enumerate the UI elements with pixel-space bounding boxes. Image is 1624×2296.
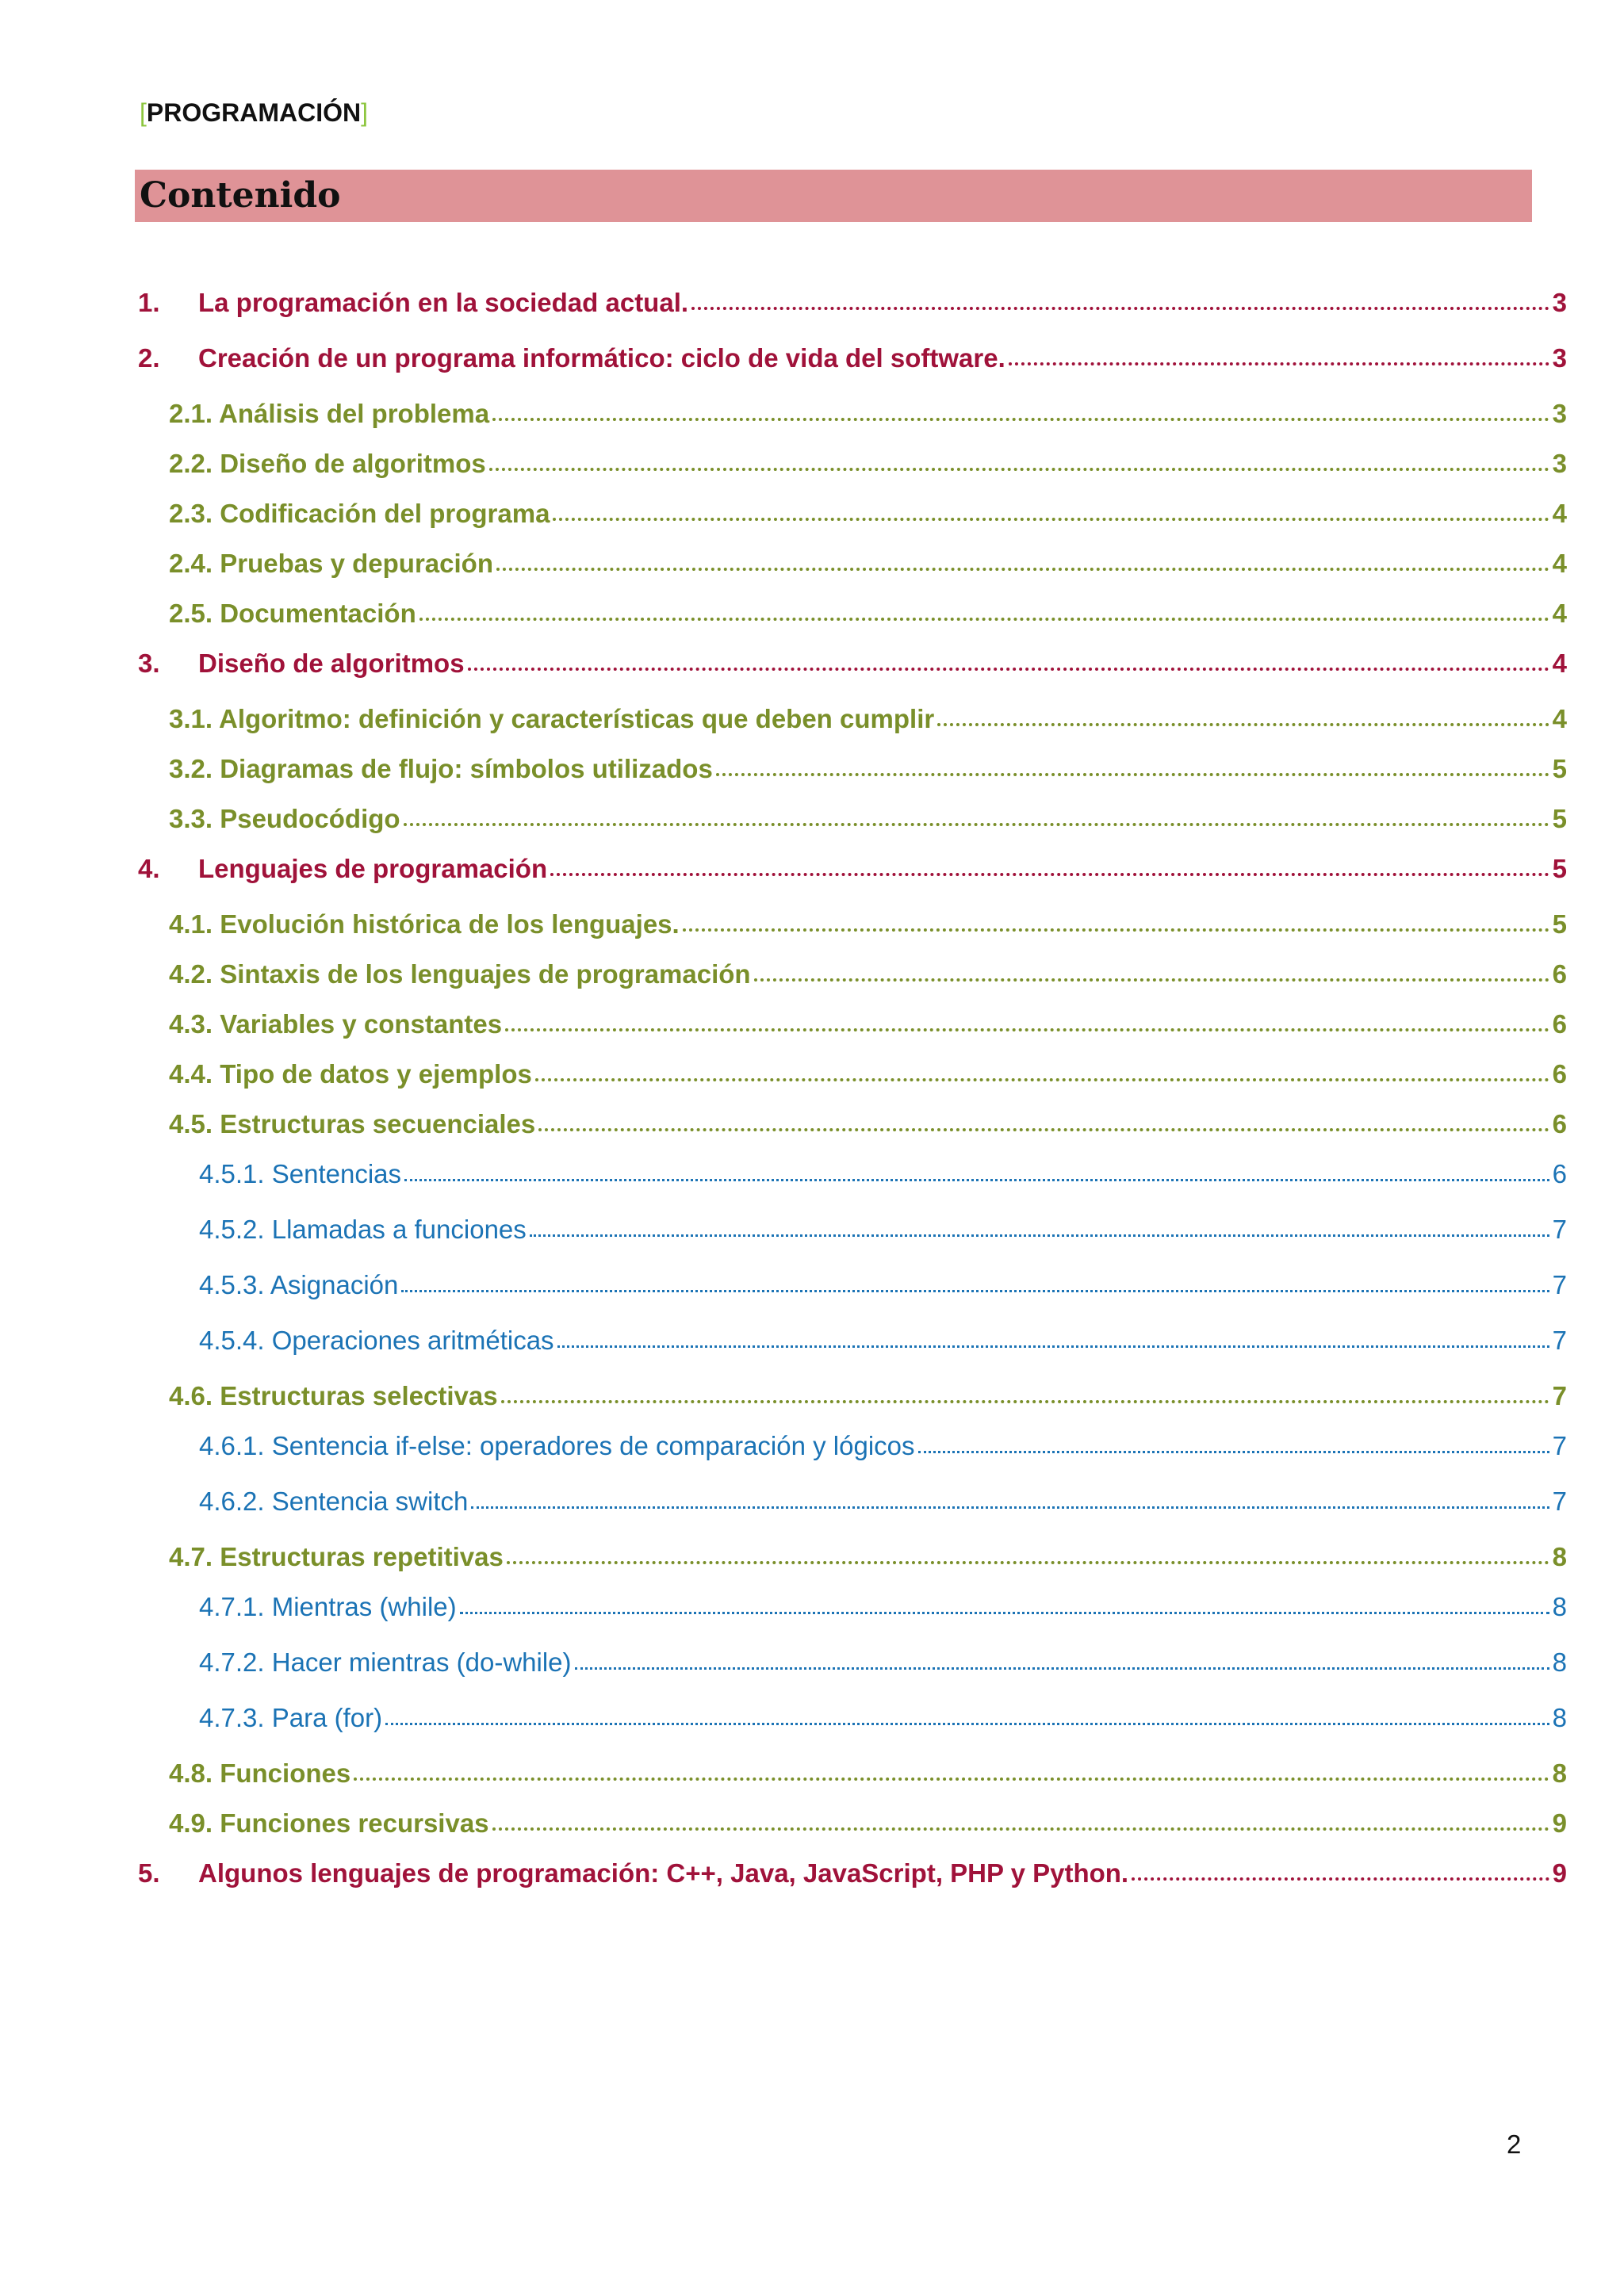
toc-dot-leader — [918, 1439, 1549, 1455]
toc-dot-leader — [716, 762, 1549, 778]
toc-entry-text: 4.6.1. Sentencia if-else: operadores de comparación y lógicos — [199, 1431, 915, 1460]
toc-entry-label — [169, 957, 751, 992]
toc-entry[interactable] — [138, 596, 1567, 631]
toc-entry-label — [169, 1057, 532, 1092]
toc-entry[interactable] — [138, 396, 1567, 431]
toc-entry-label — [169, 752, 713, 786]
toc-title: Contenido — [140, 175, 341, 216]
toc-entry[interactable] — [138, 1379, 1567, 1414]
toc-entry-page: 4 — [1552, 599, 1567, 628]
toc-dot-leader — [550, 862, 1549, 878]
toc-entry-text: 2.3. Codificación del programa — [169, 499, 550, 528]
toc-entry-label — [199, 1268, 398, 1303]
toc-entry-text: 2.2. Diseño de algoritmos — [169, 449, 486, 478]
toc-entry[interactable] — [138, 907, 1567, 942]
toc-entry-page: 7 — [1552, 1326, 1567, 1355]
toc-title-band — [135, 170, 1532, 222]
toc-entry[interactable] — [138, 851, 1567, 886]
toc-entry-label — [138, 341, 1005, 376]
toc-entry[interactable] — [138, 285, 1567, 320]
toc-entry-page: 6 — [1552, 1009, 1567, 1039]
page-number: 2 — [1507, 2130, 1522, 2159]
toc-entry-text: Lenguajes de programación — [198, 854, 548, 883]
toc-entry[interactable] — [138, 446, 1567, 481]
toc-entry-number: 2. — [138, 343, 160, 373]
toc-dot-leader — [401, 1278, 1549, 1294]
toc-entry[interactable] — [138, 646, 1567, 681]
toc-entry-label — [169, 1756, 350, 1791]
toc-dot-leader — [404, 1167, 1549, 1183]
toc-entry[interactable] — [138, 1107, 1567, 1142]
toc-entry-text: 3.1. Algoritmo: definición y características que deben cumplir — [169, 704, 935, 733]
toc-entry-page: 3 — [1552, 449, 1567, 478]
toc-entry-page: 3 — [1552, 343, 1567, 373]
toc-entry-label — [199, 1484, 468, 1519]
toc-entry-page: 6 — [1552, 1159, 1567, 1188]
toc-entry-text: 4.1. Evolución histórica de los lenguajes. — [169, 909, 680, 939]
toc-entry-text: Algunos lenguajes de programación: C++, Java, JavaScript, PHP y Python. — [198, 1858, 1129, 1888]
toc-entry-label — [169, 496, 550, 531]
toc-dot-leader — [530, 1223, 1549, 1238]
toc-entry-text: 4.5. Estructuras secuenciales — [169, 1109, 536, 1138]
toc-entry-text: 2.5. Documentación — [169, 599, 416, 628]
toc-dot-leader — [575, 1655, 1549, 1671]
toc-entry-label — [169, 596, 416, 631]
toc-entry[interactable] — [138, 752, 1567, 786]
toc-entry-text: 4.7.1. Mientras (while) — [199, 1592, 457, 1621]
toc-dot-leader — [471, 1494, 1549, 1510]
toc-entry-label — [169, 546, 493, 581]
toc-entry-label — [199, 1701, 382, 1735]
toc-dot-leader — [492, 1816, 1549, 1832]
toc-entry-label — [169, 396, 489, 431]
toc-entry-text: 4.8. Funciones — [169, 1758, 351, 1788]
toc-entry[interactable] — [138, 1590, 1567, 1624]
toc-dot-leader — [538, 1117, 1549, 1133]
toc-entry-label — [169, 1007, 502, 1042]
toc-entry[interactable] — [138, 1429, 1567, 1464]
toc-entry-text: 4.7.3. Para (for) — [199, 1703, 383, 1732]
toc-dot-leader — [557, 1334, 1549, 1349]
toc-entry-text: 4.7. Estructuras repetitivas — [169, 1542, 504, 1571]
toc-entry[interactable] — [138, 702, 1567, 737]
toc-entry-text: 3.2. Diagramas de flujo: símbolos utilizados — [169, 754, 713, 783]
toc-entry[interactable] — [138, 341, 1567, 376]
toc-entry-number: 5. — [138, 1858, 160, 1888]
toc-dot-leader — [1132, 1866, 1549, 1882]
toc-entry-text: La programación en la sociedad actual. — [198, 288, 689, 317]
toc-dot-leader — [535, 1067, 1549, 1083]
toc-entry-page: 3 — [1552, 288, 1567, 317]
toc-entry-page: 6 — [1552, 959, 1567, 989]
toc-entry-label — [199, 1323, 554, 1358]
toc-entry-text: 4.2. Sintaxis de los lenguajes de programación — [169, 959, 751, 989]
toc-entry-text: 4.5.1. Sentencias — [199, 1159, 402, 1188]
toc-entry[interactable] — [138, 1323, 1567, 1358]
toc-entry-text: Diseño de algoritmos — [198, 649, 465, 678]
toc-entry-label — [138, 285, 688, 320]
running-header — [140, 98, 368, 128]
toc-entry[interactable] — [138, 546, 1567, 581]
toc-entry[interactable] — [138, 802, 1567, 836]
toc-entry-label — [199, 1212, 527, 1247]
toc-entry-text: 4.6.2. Sentencia switch — [199, 1487, 469, 1516]
toc-entry-page: 6 — [1552, 1109, 1567, 1138]
toc-entry-page: 7 — [1552, 1487, 1567, 1516]
toc-entry[interactable] — [138, 1268, 1567, 1303]
toc-entry-number: 1. — [138, 288, 160, 317]
toc-entry-label — [138, 646, 465, 681]
toc-entry-page: 7 — [1552, 1431, 1567, 1460]
toc-entry-page: 9 — [1552, 1808, 1567, 1838]
toc-entry-page: 9 — [1552, 1858, 1567, 1888]
toc-entry-label — [138, 851, 547, 886]
toc-entry[interactable] — [138, 1157, 1567, 1192]
toc-entry[interactable] — [138, 1007, 1567, 1042]
toc-entry[interactable] — [138, 1540, 1567, 1575]
toc-dot-leader — [354, 1766, 1549, 1782]
toc-entry-label — [169, 446, 486, 481]
toc-dot-leader — [553, 507, 1549, 522]
toc-entry[interactable] — [138, 1057, 1567, 1092]
toc-entry-page: 8 — [1552, 1758, 1567, 1788]
toc-entry-text: 2.1. Análisis del problema — [169, 399, 490, 428]
toc-dot-leader — [505, 1017, 1549, 1033]
toc-dot-leader — [754, 967, 1549, 983]
toc-entry-number: 3. — [138, 649, 160, 678]
toc-entry-label — [169, 1379, 498, 1414]
toc-dot-leader — [404, 812, 1549, 828]
toc-entry-text: Creación de un programa informático: ciclo de vida del software. — [198, 343, 1005, 373]
toc-entry-label — [169, 1806, 489, 1841]
toc-entry-page: 7 — [1552, 1270, 1567, 1299]
toc-entry-label — [169, 702, 934, 737]
toc-entry[interactable] — [138, 1645, 1567, 1680]
toc-entry-page: 5 — [1552, 854, 1567, 883]
toc-entry-page: 6 — [1552, 1059, 1567, 1089]
toc-dot-leader — [496, 557, 1549, 572]
toc-entry[interactable] — [138, 957, 1567, 992]
toc-entry-page: 4 — [1552, 549, 1567, 578]
toc-entry-page: 8 — [1552, 1542, 1567, 1571]
toc-entry[interactable] — [138, 1212, 1567, 1247]
toc-entry-label — [169, 907, 680, 942]
toc-dot-leader — [507, 1550, 1549, 1566]
toc-entry-text: 4.4. Tipo de datos y ejemplos — [169, 1059, 532, 1089]
toc-dot-leader — [691, 296, 1549, 312]
toc-entry-label — [169, 1107, 535, 1142]
toc-dot-leader — [937, 712, 1549, 728]
toc-entry-label — [199, 1590, 457, 1624]
toc-entry[interactable] — [138, 1806, 1567, 1841]
toc-entry-text: 4.6. Estructuras selectivas — [169, 1381, 498, 1410]
toc-entry[interactable] — [138, 1701, 1567, 1735]
toc-entry-page: 5 — [1552, 804, 1567, 833]
toc-entry[interactable] — [138, 496, 1567, 531]
toc-entry-text: 3.3. Pseudocódigo — [169, 804, 400, 833]
toc-entry-label — [138, 1856, 1128, 1891]
toc-entry-label — [169, 802, 400, 836]
toc-entry-page: 7 — [1552, 1215, 1567, 1244]
toc-dot-leader — [1009, 351, 1549, 367]
toc-entry-text: 4.5.3. Asignación — [199, 1270, 399, 1299]
toc-dot-leader — [501, 1389, 1549, 1405]
toc-entry-text: 2.4. Pruebas y depuración — [169, 549, 493, 578]
toc-entry-text: 4.3. Variables y constantes — [169, 1009, 503, 1039]
toc-entry-text: 4.5.4. Operaciones aritméticas — [199, 1326, 554, 1355]
toc-entry-page: 5 — [1552, 909, 1567, 939]
toc-entry-label — [169, 1540, 504, 1575]
toc-entry-page: 7 — [1552, 1381, 1567, 1410]
toc-dot-leader — [385, 1711, 1549, 1727]
toc-entry-page: 8 — [1552, 1703, 1567, 1732]
toc-entry-page: 8 — [1552, 1647, 1567, 1677]
toc-entry-page: 8 — [1552, 1592, 1567, 1621]
header-close-bracket: ] — [361, 98, 368, 127]
toc-entry-page: 4 — [1552, 499, 1567, 528]
toc-entry-page: 5 — [1552, 754, 1567, 783]
toc-dot-leader — [419, 607, 1549, 622]
toc-dot-leader — [492, 407, 1549, 423]
toc-entry-text: 4.9. Funciones recursivas — [169, 1808, 489, 1838]
header-title: PROGRAMACIÓN — [146, 98, 362, 127]
toc-entry-label — [199, 1645, 572, 1680]
header-open-bracket: [ — [140, 98, 147, 127]
toc-entry-page: 4 — [1552, 704, 1567, 733]
toc-entry-text: 4.7.2. Hacer mientras (do-while) — [199, 1647, 572, 1677]
toc-entry-label — [199, 1157, 401, 1192]
toc-entry-page: 3 — [1552, 399, 1567, 428]
toc-entry[interactable] — [138, 1856, 1567, 1891]
toc-dot-leader — [460, 1600, 1549, 1616]
toc-dot-leader — [683, 917, 1549, 933]
toc-entry-text: 4.5.2. Llamadas a funciones — [199, 1215, 527, 1244]
toc-entry[interactable] — [138, 1484, 1567, 1519]
toc-dot-leader — [468, 656, 1549, 672]
toc-dot-leader — [489, 457, 1549, 473]
toc-entry-label — [199, 1429, 915, 1464]
toc-entry[interactable] — [138, 1756, 1567, 1791]
toc-entry-page: 4 — [1552, 649, 1567, 678]
toc-entry-number: 4. — [138, 854, 160, 883]
